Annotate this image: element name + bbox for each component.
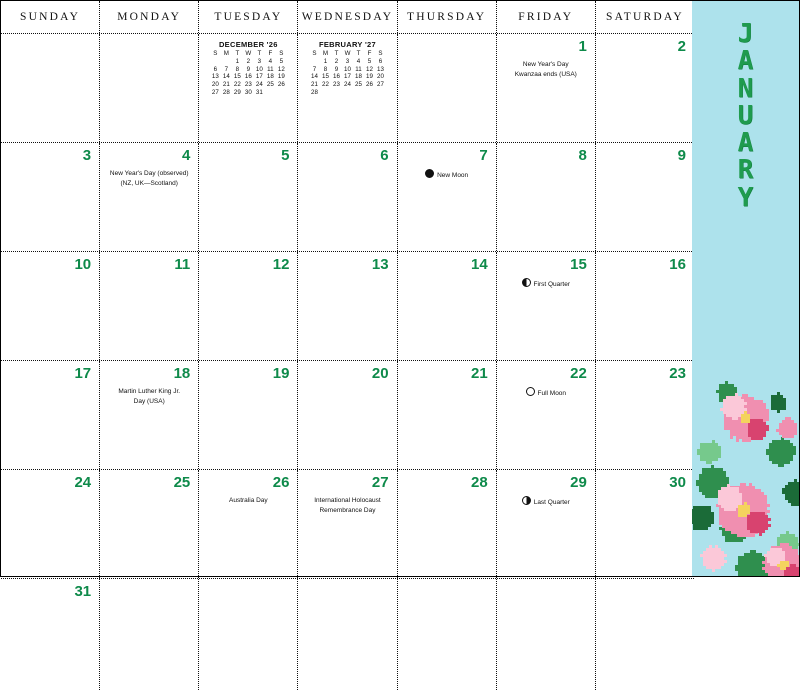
moon-phase	[403, 169, 491, 179]
mini-day-cell: 3	[345, 57, 350, 65]
day-cell-21[interactable]	[398, 361, 497, 469]
mini-weekday-header: S	[312, 50, 317, 57]
mini-day-cell: 12	[277, 65, 285, 73]
day-number: 30	[669, 474, 686, 491]
moon-new-icon	[425, 169, 434, 178]
mini-weekday-header: S	[213, 50, 218, 57]
day-number: 12	[272, 256, 290, 273]
mini-month-title: DECEMBER '26	[218, 40, 278, 49]
day-events	[502, 60, 590, 80]
day-cell-10[interactable]	[1, 252, 100, 360]
cross-stitch-flower-art	[692, 331, 799, 576]
mini-day-cell: 7	[312, 65, 317, 73]
day-cell-empty[interactable]	[398, 34, 497, 142]
day-number: 6	[380, 147, 389, 164]
mini-day-cell: 29	[233, 88, 241, 96]
day-number: 11	[174, 256, 191, 273]
mini-day-cell: 19	[277, 73, 285, 81]
moon-phase-label: First Quarter	[533, 281, 571, 288]
day-cell-24[interactable]	[1, 470, 100, 578]
event-text: Remembrance Day	[319, 506, 376, 514]
day-number: 16	[669, 256, 686, 273]
day-number: 26	[272, 474, 290, 491]
event-text: (NZ, UK—Scotland)	[120, 179, 178, 187]
mini-weekday-header: S	[279, 50, 284, 57]
mini-day-cell	[276, 89, 287, 97]
calendar-week-row	[1, 579, 694, 690]
mini-day-cell: 21	[311, 81, 318, 88]
day-number: 25	[173, 474, 191, 491]
day-number: 31	[74, 583, 92, 600]
mini-weekday-header: W	[245, 50, 252, 57]
weekday-header-sunday: SUNDAY	[1, 1, 100, 33]
mini-week-row	[309, 81, 386, 89]
day-number: 21	[471, 365, 488, 382]
mini-day-cell	[221, 58, 232, 66]
day-cell-1[interactable]	[497, 34, 596, 142]
mini-day-cell: 11	[355, 65, 362, 73]
weekday-header-friday: FRIDAY	[497, 1, 596, 33]
mini-day-cell: 20	[211, 81, 219, 88]
mini-day-cell: 2	[334, 57, 339, 65]
month-letter-4: A	[737, 128, 754, 159]
day-cell-empty[interactable]	[298, 34, 397, 142]
mini-day-cell: 14	[222, 73, 230, 81]
mini-day-cell: 9	[334, 65, 339, 73]
mini-day-cell: 14	[311, 73, 318, 81]
mini-day-cell: 15	[322, 73, 329, 81]
day-events	[105, 387, 193, 407]
day-cell-9[interactable]	[596, 143, 694, 251]
weekday-header-row	[1, 1, 694, 34]
day-number: 13	[371, 256, 389, 273]
weekday-header-monday: MONDAY	[100, 1, 199, 33]
day-events	[204, 496, 292, 506]
mini-day-cell: 16	[244, 73, 252, 81]
day-events	[303, 496, 391, 516]
day-cell-31[interactable]	[1, 579, 100, 690]
mini-day-cell: 16	[333, 73, 340, 81]
day-number: 10	[74, 256, 92, 273]
mini-weekday-header: F	[268, 50, 273, 57]
mini-weekday-header: W	[344, 50, 351, 57]
moon-full-icon	[526, 387, 535, 396]
day-number: 3	[82, 147, 92, 164]
mini-day-cell: 23	[333, 81, 340, 88]
day-number: 20	[371, 365, 389, 382]
day-cell-empty[interactable]	[100, 34, 199, 142]
mini-day-cell: 10	[255, 65, 263, 73]
day-number: 15	[570, 256, 587, 273]
day-cell-empty[interactable]	[497, 579, 596, 690]
mini-day-cell: 7	[224, 65, 229, 73]
moon-phase-label: New Moon	[437, 172, 469, 179]
event-text: Australia Day	[229, 497, 268, 504]
moon-phase-label: Last Quarter	[533, 499, 570, 506]
mini-week-row	[309, 89, 386, 97]
day-cell-18[interactable]	[100, 361, 199, 469]
day-number: 24	[74, 474, 92, 491]
calendar-grid	[1, 1, 694, 600]
weekday-header-thursday: THURSDAY	[398, 1, 497, 33]
month-letter-3: U	[737, 100, 754, 131]
day-cell-empty[interactable]	[100, 579, 199, 690]
day-number: 28	[471, 474, 488, 491]
mini-day-cell: 3	[257, 57, 262, 65]
day-cell-3[interactable]	[1, 143, 100, 251]
mini-day-cell: 8	[323, 65, 328, 73]
mini-week-row	[210, 66, 287, 74]
day-cell-4[interactable]	[100, 143, 199, 251]
day-cell-15[interactable]	[497, 252, 596, 360]
day-cell-20[interactable]	[298, 361, 397, 469]
mini-day-cell: 12	[366, 65, 373, 73]
event-text: Kwanzaa ends (USA)	[514, 70, 577, 78]
calendar-week-row	[1, 470, 694, 579]
day-cell-empty[interactable]	[298, 579, 397, 690]
day-cell-30[interactable]	[596, 470, 694, 578]
mini-day-cell: 13	[377, 65, 384, 73]
day-number: 14	[471, 256, 488, 273]
mini-month-december	[205, 40, 291, 97]
mini-day-cell: 24	[255, 81, 263, 88]
mini-week-row	[210, 89, 287, 97]
mini-day-cell: 26	[277, 81, 285, 88]
day-cell-29[interactable]	[497, 470, 596, 578]
day-cell-12[interactable]	[199, 252, 298, 360]
mini-weekday-header: M	[322, 50, 329, 57]
mini-day-cell: 27	[377, 81, 384, 88]
mini-day-cell: 27	[211, 88, 219, 96]
month-letter-5: R	[737, 155, 754, 186]
moon-phase-label: Full Moon	[537, 390, 567, 397]
mini-month-table	[309, 50, 386, 97]
day-cell-27[interactable]	[298, 470, 397, 578]
day-cell-empty[interactable]	[1, 34, 100, 142]
weekday-header-tuesday: TUESDAY	[199, 1, 298, 33]
day-cell-8[interactable]	[497, 143, 596, 251]
moon-first-icon	[522, 278, 531, 287]
day-number: 29	[570, 474, 587, 491]
day-cell-25[interactable]	[100, 470, 199, 578]
event-text: Martin Luther King Jr.	[118, 388, 181, 395]
mini-day-cell: 22	[233, 81, 241, 88]
mini-weekday-header: T	[356, 50, 361, 57]
mini-weekday-header: T	[334, 50, 339, 57]
mini-weekday-header: T	[235, 50, 240, 57]
day-cell-empty[interactable]	[398, 579, 497, 690]
mini-day-cell: 11	[267, 65, 274, 73]
event-text: Day (USA)	[133, 397, 165, 405]
mini-weekday-header: T	[257, 50, 262, 57]
day-number: 4	[181, 147, 191, 164]
mini-day-cell: 22	[322, 81, 329, 88]
mini-day-cell: 6	[213, 65, 218, 73]
weekday-header-wednesday: WEDNESDAY	[298, 1, 397, 33]
mini-day-cell	[320, 89, 331, 97]
day-cell-2[interactable]	[596, 34, 694, 142]
mini-day-cell: 21	[222, 81, 230, 88]
calendar-week-row	[1, 252, 694, 361]
month-letter-0: J	[737, 19, 754, 49]
event-text: International Holocaust	[314, 497, 381, 504]
calendar-week-row	[1, 34, 694, 143]
day-cell-22[interactable]	[497, 361, 596, 469]
mini-day-cell: 28	[222, 88, 230, 96]
month-name-label	[692, 21, 799, 212]
mini-month-february	[304, 40, 390, 97]
mini-week-row	[309, 58, 386, 66]
day-number: 2	[677, 38, 686, 55]
weekday-header-saturday: SATURDAY	[605, 11, 684, 23]
month-letter-6: Y	[737, 182, 754, 213]
mini-weekday-header: M	[223, 50, 229, 57]
mini-week-row	[309, 66, 386, 74]
mini-day-cell: 9	[246, 65, 251, 73]
mini-day-cell	[309, 58, 320, 66]
mini-day-cell	[375, 89, 386, 97]
calendar-week-row	[1, 143, 694, 252]
mini-day-cell	[265, 89, 276, 97]
mini-day-cell: 15	[233, 73, 241, 81]
mini-day-cell: 25	[266, 81, 274, 88]
day-cell-17[interactable]	[1, 361, 100, 469]
calendar-weeks	[1, 34, 694, 690]
mini-day-cell: 28	[311, 88, 318, 96]
calendar-week-row	[1, 361, 694, 470]
day-cell-empty[interactable]	[199, 34, 298, 142]
mini-day-cell: 4	[356, 57, 361, 65]
month-banner	[692, 1, 799, 576]
mini-day-cell: 4	[268, 57, 273, 65]
moon-last-icon	[522, 496, 531, 505]
day-cell-empty[interactable]	[596, 579, 694, 690]
day-number: 9	[677, 147, 686, 164]
day-number: 27	[371, 474, 389, 491]
mini-day-cell	[210, 58, 221, 66]
mini-day-cell: 1	[323, 57, 328, 65]
mini-month-title: FEBRUARY '27	[318, 40, 377, 49]
mini-day-cell: 31	[255, 88, 263, 96]
moon-phase	[502, 496, 590, 506]
day-cell-7[interactable]	[398, 143, 497, 251]
day-number: 1	[578, 38, 587, 55]
day-events	[105, 169, 193, 189]
day-cell-26[interactable]	[199, 470, 298, 578]
mini-day-cell: 25	[355, 81, 362, 88]
day-number: 5	[281, 147, 290, 164]
mini-month-table	[210, 50, 287, 97]
day-number: 22	[570, 365, 587, 382]
mini-day-cell: 26	[366, 81, 373, 88]
moon-phase	[502, 387, 590, 397]
day-cell-11[interactable]	[100, 252, 199, 360]
day-cell-empty[interactable]	[199, 579, 298, 690]
mini-day-cell	[331, 89, 342, 97]
day-cell-13[interactable]	[298, 252, 397, 360]
day-cell-23[interactable]	[596, 361, 694, 469]
mini-week-row	[309, 73, 386, 81]
day-cell-16[interactable]	[596, 252, 694, 360]
day-number: 8	[578, 147, 587, 164]
mini-day-cell	[342, 89, 353, 97]
day-cell-14[interactable]	[398, 252, 497, 360]
mini-day-cell	[364, 89, 375, 97]
mini-day-cell: 23	[244, 81, 252, 88]
day-number: 18	[173, 365, 191, 382]
moon-phase	[502, 278, 590, 288]
mini-day-cell: 17	[255, 73, 263, 81]
mini-day-cell: 24	[344, 81, 351, 88]
day-cell-5[interactable]	[199, 143, 298, 251]
mini-weekday-header: S	[378, 50, 383, 57]
mini-week-row	[210, 58, 287, 66]
mini-day-cell: 30	[244, 88, 252, 96]
day-cell-28[interactable]	[398, 470, 497, 578]
mini-day-cell: 5	[279, 57, 284, 65]
day-number: 23	[669, 365, 686, 382]
mini-weekday-header: F	[367, 50, 372, 57]
mini-day-cell: 19	[366, 73, 373, 81]
day-cell-19[interactable]	[199, 361, 298, 469]
mini-day-cell: 18	[355, 73, 362, 81]
mini-day-cell	[353, 89, 364, 97]
mini-day-cell: 10	[344, 65, 351, 73]
mini-day-cell: 1	[235, 57, 240, 65]
day-number: 7	[479, 147, 488, 164]
day-number: 17	[74, 365, 92, 382]
mini-day-cell: 18	[266, 73, 274, 81]
day-cell-6[interactable]	[298, 143, 397, 251]
mini-week-row	[210, 81, 287, 89]
month-letter-2: N	[737, 73, 754, 104]
mini-week-row	[210, 73, 287, 81]
mini-day-cell: 17	[344, 73, 351, 81]
day-number: 19	[272, 365, 290, 382]
event-text: New Year's Day (observed)	[109, 170, 189, 177]
month-letter-1: A	[737, 46, 754, 77]
mini-day-cell: 13	[211, 73, 219, 81]
event-text: New Year's Day	[522, 61, 569, 68]
mini-day-cell: 6	[378, 57, 383, 65]
mini-day-cell: 5	[367, 57, 372, 65]
mini-day-cell: 2	[246, 57, 251, 65]
mini-day-cell: 8	[235, 65, 240, 73]
mini-day-cell: 20	[377, 73, 384, 81]
